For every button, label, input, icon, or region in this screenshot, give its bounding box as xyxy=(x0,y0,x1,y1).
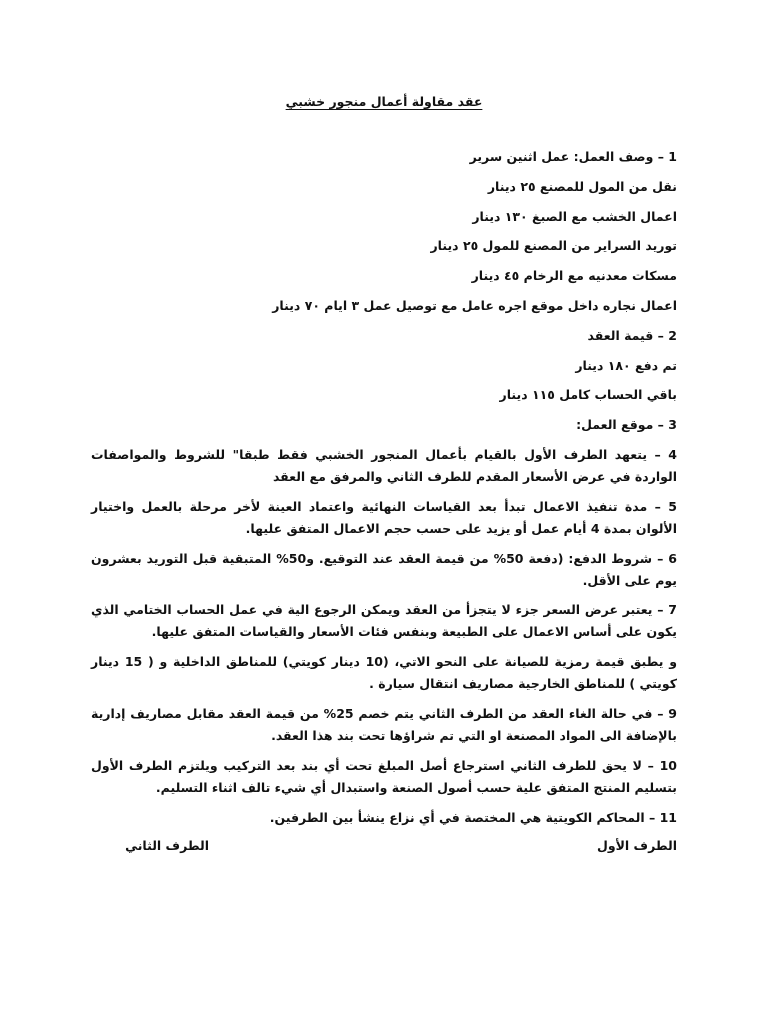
clause-maintenance-fee: و يطبق قيمة رمزية للصيانة على النحو الاتي، (10 دينار كويتي) للمناطق الداخلية و ( 15 دينار كويتي ) للمناطق الخارجية مصاريف انتقال سيارة . xyxy=(91,654,677,692)
cost-line-carpentry-labor: اعمال نجاره داخل موقع اجره عامل مع توصيل عمل ٣ ايام ٧٠ دينار xyxy=(272,297,677,313)
clause-9: 9 – في حالة الغاء العقد من الطرف الثاني يتم خصم 25% من قيمة العقد مقابل مصاريف إدارية بالإضافة الى المواد المصنعة او التي تم شراؤها تحت بند هذا العقد. xyxy=(91,705,677,743)
clause-10: 10 – لا يحق للطرف الثاني استرجاع أصل المبلغ تحت أي بند بعد التركيب ويلتزم الطرف الأول بتسليم المنتج المتفق علية حسب أصول الصنعة واستبدال أي شيء تالف اثناء التسليم. xyxy=(91,757,677,795)
work-description-heading: 1 – وصف العمل: عمل اثنين سرير xyxy=(469,149,677,164)
cost-line-delivery-to-mall: توريد السراير من المصنع للمول ٢٥ دينار xyxy=(430,238,677,254)
second-party-label: الطرف الثاني xyxy=(125,838,209,853)
clause-5: 5 – مدة تنفيذ الاعمال تبدأ بعد القياسات النهائية واعتماد العينة لأخر مرحلة بالعمل واختيار الألوان بمدة 4 أيام عمل أو يزيد على حسب حجم الاعمال المتفق عليها. xyxy=(91,498,677,536)
clause-4: 4 – يتعهد الطرف الأول بالقيام بأعمال المنجور الخشبي فقط طبقا" للشروط والمواصفات الواردة في عرض الأسعار المقدم للطرف الثاني والمرفق مع العقد xyxy=(91,446,677,484)
contract-value-heading: 2 – قيمة العقد xyxy=(587,327,677,343)
first-party-label: الطرف الأول xyxy=(596,838,677,853)
remaining-balance-line: باقي الحساب كامل ١١٥ دينار xyxy=(499,387,677,403)
document-body xyxy=(91,146,677,836)
work-location-heading: 3 – موقع العمل: xyxy=(576,417,677,433)
cost-line-metal-handles: مسكات معدنيه مع الرخام ٤٥ دينار xyxy=(471,268,677,284)
cost-line-wood-and-paint: اعمال الخشب مع الصبغ ١٣٠ دينار xyxy=(472,208,677,224)
document-title: عقد مقاولة أعمال منجور خشبي xyxy=(285,94,483,109)
cost-line-transport-to-factory: نقل من المول للمصنع ٢٥ دينار xyxy=(487,178,677,194)
amount-paid-line: تم دفع ١٨٠ دينار xyxy=(575,357,677,373)
clause-7: 7 – يعتبر عرض السعر جزء لا يتجزأ من العقد ويمكن الرجوع الية في عمل الحساب الختامي الذي يكون على أساس الاعمال على الطبيعة وبنفس فئات الأسعار والقياسات المتفق عليها. xyxy=(91,602,677,640)
clause-11: 11 – المحاكم الكويتية هي المختصة في أي نزاع ينشأ بين الطرفين. xyxy=(269,809,677,825)
signature-block xyxy=(91,838,677,862)
clause-6: 6 – شروط الدفع: (دفعة 50% من قيمة العقد عند التوقيع. و50% المتبقية قبل التوريد بعشرون يوم على الأقل. xyxy=(91,550,677,588)
